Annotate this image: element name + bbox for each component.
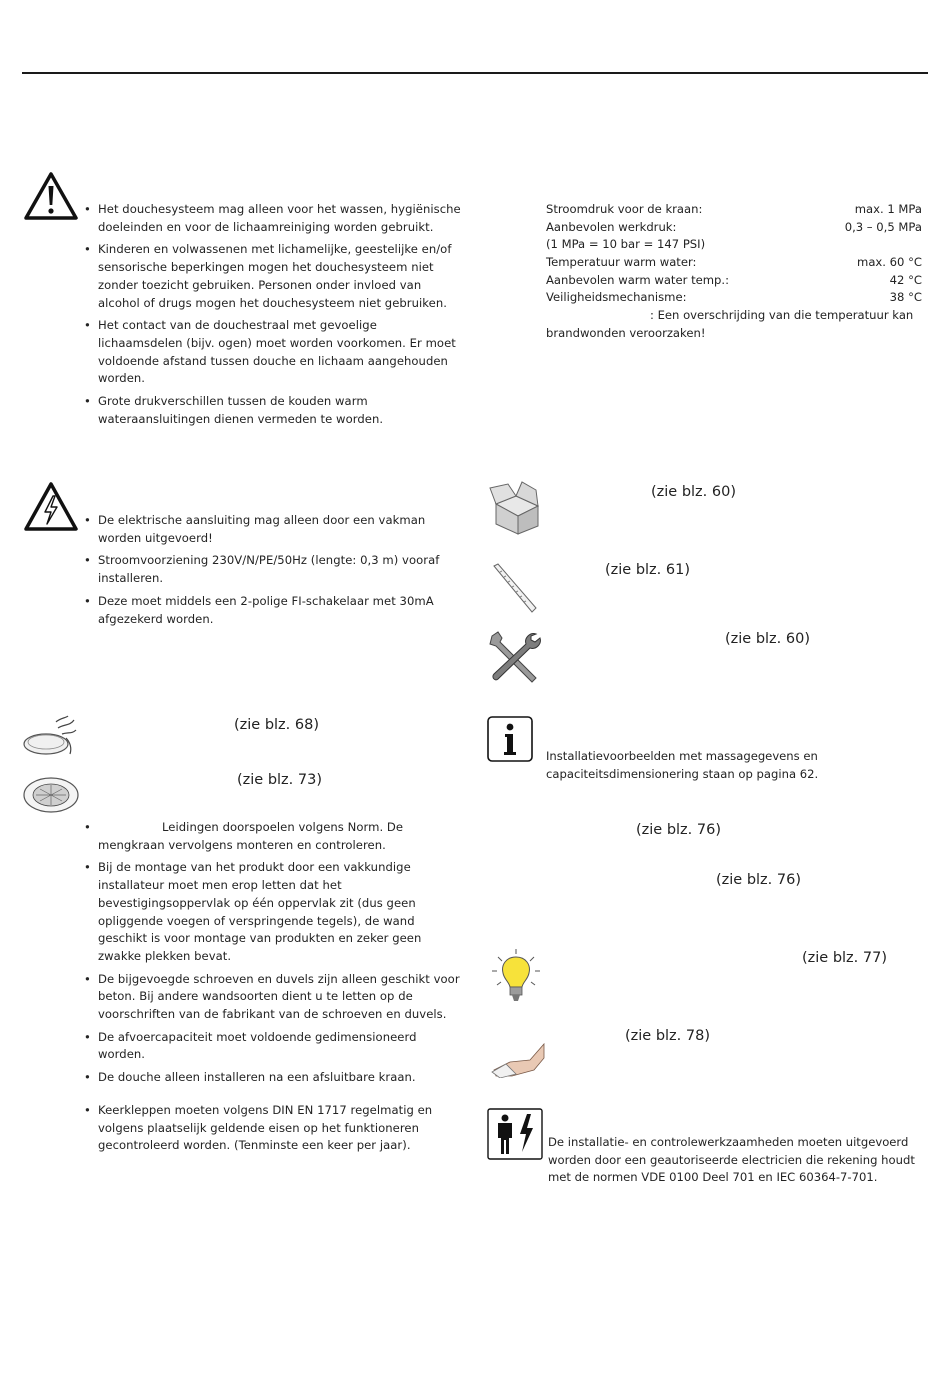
shower-head-face-icon [22, 775, 80, 815]
temperature-note: : Een overschrijding van die temperatuur kan brandwonden veroorzaken! [546, 308, 914, 340]
cleaning-hand-icon [490, 1036, 546, 1078]
measuring-rod-icon [492, 562, 538, 614]
spec-row: Aanbevolen warm water temp.: 42 °C [546, 272, 922, 287]
ref-packaging: (zie blz. 60) [651, 484, 736, 500]
list-item: • Grote drukverschillen tussen de kouden warm wateraansluitingen dienen vermeden te worden. [84, 393, 462, 428]
electrician-text: De installatie- en controlewerkzaamheden moeten uitgevoerd worden door een geautoriseerde electricien die rekening houdt met de normen VDE 0100 Deel 701 en IEC 60364-7-701. [548, 1135, 915, 1185]
list-item: • Deze moet middels een 2-polige FI-schakelaar met 30mA afgezekerd worden. [84, 593, 462, 628]
list-item: • Leidingen doorspoelen volgens Norm. De mengkraan vervolgens monteren en controleren. [84, 819, 462, 854]
ref-tools: (zie blz. 60) [725, 631, 810, 647]
list-item: • De douche alleen installeren na een afsluitbare kraan. [84, 1069, 462, 1087]
spec-row: Aanbevolen werkdruk: 0,3 – 0,5 MPa [546, 219, 922, 234]
warning-triangle-icon [24, 172, 78, 220]
check-list [84, 1102, 462, 1160]
ref-77: (zie blz. 77) [802, 950, 887, 966]
list-item: • Het contact van de douchestraal met gevoelige lichaamsdelen (bijv. ogen) moet worden voorkomen. Er moet voldoende afstand tussen douche en lichaam aangehouden worden. [84, 317, 462, 388]
spec-row: Stroomdruk voor de kraan: max. 1 MPa [546, 202, 922, 216]
ref-shower-68: (zie blz. 68) [234, 717, 319, 733]
shower-head-spray-icon [22, 714, 80, 758]
list-item: • Keerkleppen moeten volgens DIN EN 1717 regelmatig en volgens plaatselijk geldende eisen op het funktioneren gecontroleerd worden. (Tenminste een keer per jaar). [84, 1102, 462, 1155]
ref-76a: (zie blz. 76) [636, 822, 721, 838]
top-rule [22, 72, 928, 74]
package-box-icon [486, 480, 544, 536]
list-item: • Kinderen en volwassenen met lichamelijke, geestelijke en/of sensorische beperkingen mogen het douchesysteem niet zonder toezicht gebruiken. Personen onder invloed van alcohol of drugs mogen het douchesysteem niet gebruiken. [84, 241, 462, 312]
electrical-list [84, 512, 462, 633]
list-item: • De afvoercapaciteit moet voldoende gedimensioneerd worden. [84, 1029, 462, 1064]
ref-76b: (zie blz. 76) [716, 872, 801, 888]
light-bulb-icon [492, 949, 540, 1007]
list-item: • De bijgevoegde schroeven en duvels zijn alleen geschikt voor beton. Bij andere wandsoorten dient u te letten op de voorschriften van de fabrikant van de schroeven en duvels. [84, 971, 462, 1024]
spec-row: Veiligheidsmechanisme: 38 °C [546, 290, 922, 305]
install-list [84, 819, 462, 1092]
ref-78: (zie blz. 78) [625, 1028, 710, 1044]
list-item: • De elektrische aansluiting mag alleen door een vakman worden uitgevoerd! [84, 512, 462, 547]
ref-shower-73: (zie blz. 73) [237, 772, 322, 788]
info-text: Installatievoorbeelden met massagegevens en capaciteitsdimensionering staan op pagina 62. [546, 749, 819, 781]
specs-block [546, 201, 922, 343]
high-voltage-icon [24, 482, 78, 532]
safety-list [84, 201, 462, 433]
tools-icon [486, 630, 544, 686]
list-item: • Stroomvoorziening 230V/N/PE/50Hz (lengte: 0,3 m) vooraf installeren. [84, 552, 462, 587]
list-item: • Bij de montage van het produkt door een vakkundige installateur moet men erop letten dat het bevestigingsoppervlak op één oppervlak zit (dus geen opliggende voegen of verspringende tegels), de wand geschikt is voor montage van produkten en zeker geen zwakke plekken bevat. [84, 859, 462, 965]
spec-row: (1 MPa = 10 bar = 147 PSI) [546, 237, 706, 252]
list-item: • Het douchesysteem mag alleen voor het wassen, hygiënische doeleinden en voor de lichaamreiniging worden gebruikt. [84, 201, 462, 236]
electrician-icon [487, 1108, 543, 1160]
spec-row: Temperatuur warm water: max. 60 °C [546, 255, 922, 270]
ref-measure: (zie blz. 61) [605, 562, 690, 578]
info-icon [487, 716, 533, 762]
